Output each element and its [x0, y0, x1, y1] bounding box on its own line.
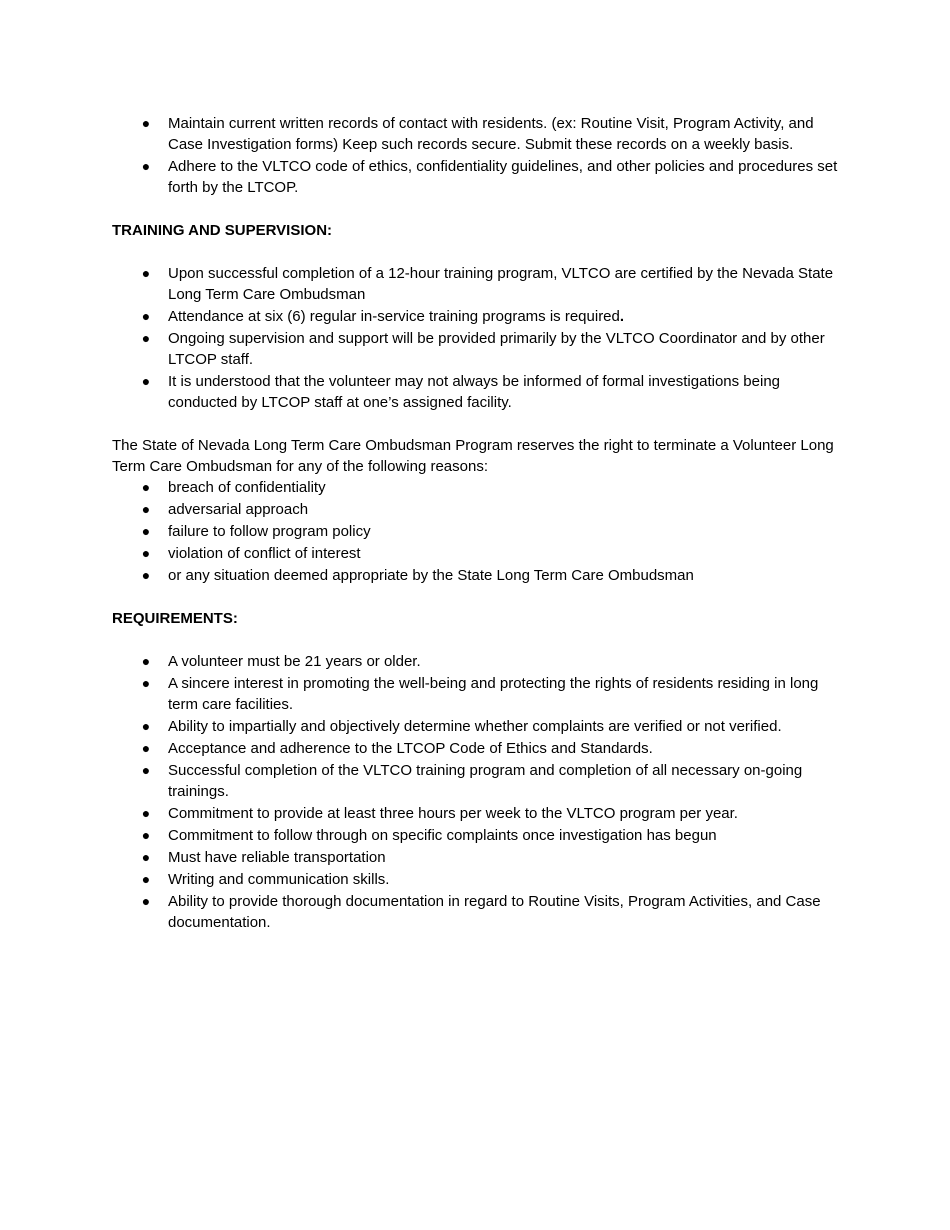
list-item: ● Ongoing supervision and support will be provided primarily by the VLTCO Coordinator and by other LTCOP staff. — [141, 330, 825, 368]
bullet-icon: ● — [141, 740, 151, 756]
bullet-icon: ● — [141, 308, 151, 324]
bullet-icon: ● — [141, 762, 151, 778]
training-heading: TRAINING AND SUPERVISION: — [112, 222, 333, 239]
bullet-icon: ● — [141, 373, 151, 389]
list-item: ● Must have reliable transportation — [141, 849, 386, 866]
list-item: ● adversarial approach — [141, 501, 309, 518]
list-item: ● It is understood that the volunteer may not always be informed of formal investigations being conducted by LTCOP staff at one’s assigned facility. — [141, 373, 781, 411]
bullet-icon: ● — [141, 653, 151, 669]
list-item: ● Commitment to provide at least three hours per week to the VLTCO program per year. — [141, 805, 738, 822]
bullet-icon: ● — [141, 115, 151, 131]
bullet-icon: ● — [141, 523, 151, 539]
termination-bullet-list — [112, 477, 842, 586]
bullet-icon: ● — [141, 805, 151, 821]
intro-bullet-list — [112, 113, 842, 198]
list-item: ● failure to follow program policy — [141, 523, 371, 540]
bullet-icon: ● — [141, 718, 151, 734]
document-page — [112, 113, 842, 934]
list-item: ● Successful completion of the VLTCO training program and completion of all necessary on-going trainings. — [141, 762, 803, 800]
bullet-icon: ● — [141, 330, 151, 346]
list-item: ● A volunteer must be 21 years or older. — [141, 653, 421, 670]
bullet-icon: ● — [141, 479, 151, 495]
list-item: ● Upon successful completion of a 12-hour training program, VLTCO are certified by the Nevada State Long Term Care Ombudsman — [141, 265, 834, 303]
bold-period: . — [619, 308, 625, 325]
list-item: ● Ability to impartially and objectively determine whether complaints are verified or not verified. — [141, 718, 782, 735]
list-item: ● violation of conflict of interest — [141, 545, 361, 562]
list-item: ● Adhere to the VLTCO code of ethics, confidentiality guidelines, and other policies and procedures set forth by the LTCOP. — [141, 158, 838, 196]
training-bullet-list — [112, 263, 842, 413]
bullet-icon: ● — [141, 675, 151, 691]
list-item: ● Writing and communication skills. — [141, 871, 390, 888]
bullet-icon: ● — [141, 827, 151, 843]
bullet-icon: ● — [141, 893, 151, 909]
list-item: ● A sincere interest in promoting the well-being and protecting the rights of residents residing in long term care facilities. — [141, 675, 819, 713]
list-item: ● Ability to provide thorough documentation in regard to Routine Visits, Program Activities, and Case documentation. — [141, 893, 821, 931]
bullet-icon: ● — [141, 545, 151, 561]
list-item: ● Maintain current written records of contact with residents. (ex: Routine Visit, Program Activity, and Case Investigation forms) Keep such records secure. Submit these records on a weekly basis. — [141, 115, 814, 153]
bullet-icon: ● — [141, 849, 151, 865]
bullet-icon: ● — [141, 501, 151, 517]
list-item: ● Attendance at six (6) regular in-service training programs is required. — [141, 308, 625, 325]
list-item: ● Acceptance and adherence to the LTCOP Code of Ethics and Standards. — [141, 740, 653, 757]
requirements-bullet-list — [112, 651, 842, 933]
bullet-icon: ● — [141, 158, 151, 174]
bullet-icon: ● — [141, 871, 151, 887]
requirements-heading: REQUIREMENTS: — [112, 610, 238, 627]
termination-paragraph: The State of Nevada Long Term Care Ombudsman Program reserves the right to terminate a Volunteer Long Term Care Ombudsman for any of the following reasons: — [112, 437, 834, 475]
list-item: ● Commitment to follow through on specific complaints once investigation has begun — [141, 827, 717, 844]
list-item: ● breach of confidentiality — [141, 479, 326, 496]
list-item: ● or any situation deemed appropriate by the State Long Term Care Ombudsman — [141, 567, 694, 584]
bullet-icon: ● — [141, 265, 151, 281]
bullet-icon: ● — [141, 567, 151, 583]
